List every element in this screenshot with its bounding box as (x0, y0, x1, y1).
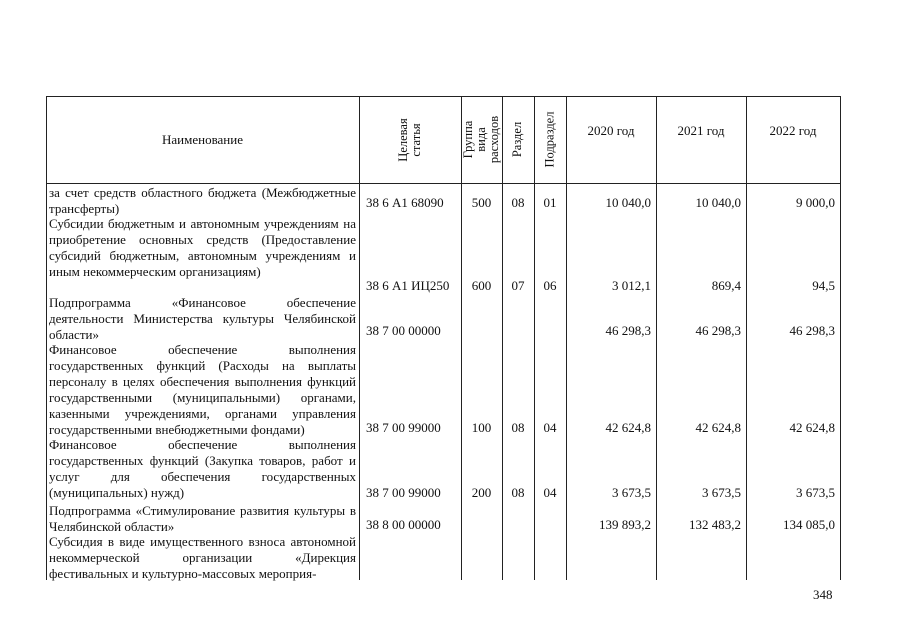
row-section: 07 (511, 278, 525, 293)
row-code: 38 6 А1 ИЦ250 (366, 278, 450, 293)
row-2022: 42 624,8 (789, 420, 835, 435)
col-border (656, 96, 657, 580)
row-code: 38 8 00 00000 (366, 517, 441, 532)
row-2020: 10 040,0 (605, 195, 651, 210)
row-name: Субсидии бюджетным и автономным учреждениям на приобретение основных средств (Предоставление субсидий бюджетным, автономным учреждениям и иным некоммерческим организациям) (49, 216, 356, 279)
row-name: Подпрограмма «Финансовое обеспечение деятельности Министерства культуры Челябинской области» (49, 295, 356, 342)
row-2020: 139 893,2 (599, 517, 651, 532)
row-subsection: 04 (543, 420, 557, 435)
row-group: 200 (471, 485, 492, 500)
row-2021: 10 040,0 (695, 195, 741, 210)
row-subsection: 04 (543, 485, 557, 500)
row-2021: 132 483,2 (689, 517, 741, 532)
row-subsection: 01 (543, 195, 557, 210)
row-2020: 46 298,3 (605, 323, 651, 338)
row-2020: 42 624,8 (605, 420, 651, 435)
header-subsection: Подраздел (542, 111, 557, 168)
budget-table (46, 96, 841, 580)
row-code: 38 7 00 99000 (366, 420, 441, 435)
row-2020: 3 673,5 (612, 485, 651, 500)
row-name: Подпрограмма «Стимулирование развития культуры в Челябинской области» (49, 503, 356, 534)
header-2020: 2020 год (587, 123, 635, 138)
header-2022: 2022 год (769, 123, 817, 138)
header-section: Раздел (510, 121, 525, 158)
row-2022: 9 000,0 (796, 195, 835, 210)
row-code: 38 7 00 99000 (366, 485, 441, 500)
row-2020: 3 012,1 (612, 278, 651, 293)
row-name: за счет средств областного бюджета (Межбюджетные трансферты) (49, 185, 356, 216)
row-section: 08 (511, 420, 525, 435)
header-2021: 2021 год (677, 123, 725, 138)
row-2022: 94,5 (812, 278, 835, 293)
row-section: 08 (511, 485, 525, 500)
row-2021: 3 673,5 (702, 485, 741, 500)
header-target-article: Целевая статья (396, 117, 423, 162)
row-name: Субсидия в виде имущественного взноса автономной некоммерческой организации «Дирекция фестивальных и культурно-массовых мероприя- (49, 534, 356, 581)
row-code: 38 7 00 00000 (366, 323, 441, 338)
row-group: 500 (471, 195, 492, 210)
col-border (746, 96, 747, 580)
row-2022: 46 298,3 (789, 323, 835, 338)
row-group: 600 (471, 278, 492, 293)
row-code: 38 6 А1 68090 (366, 195, 444, 210)
row-section: 08 (511, 195, 525, 210)
header-expense-group: Группа вида расходов (461, 115, 502, 164)
header-name: Наименование (162, 131, 243, 147)
page-number: 348 (813, 587, 833, 602)
row-group: 100 (471, 420, 492, 435)
row-2022: 3 673,5 (796, 485, 835, 500)
row-2022: 134 085,0 (783, 517, 835, 532)
row-2021: 46 298,3 (695, 323, 741, 338)
row-2021: 869,4 (711, 278, 741, 293)
col-border (840, 96, 841, 580)
row-name: Финансовое обеспечение выполнения государственных функций (Закупка товаров, работ и услуг для обеспечения государственных (муниципальных) нужд) (49, 437, 356, 500)
header-bottom-border (46, 183, 841, 184)
row-subsection: 06 (543, 278, 557, 293)
col-border (566, 96, 567, 580)
row-2021: 42 624,8 (695, 420, 741, 435)
row-name: Финансовое обеспечение выполнения государственных функций (Расходы на выплаты персоналу в целях обеспечения выполнения функций государственными (муниципальными) органами, казенными учреждениями, органами управления государственными внебюджетными фондами) (49, 342, 356, 437)
